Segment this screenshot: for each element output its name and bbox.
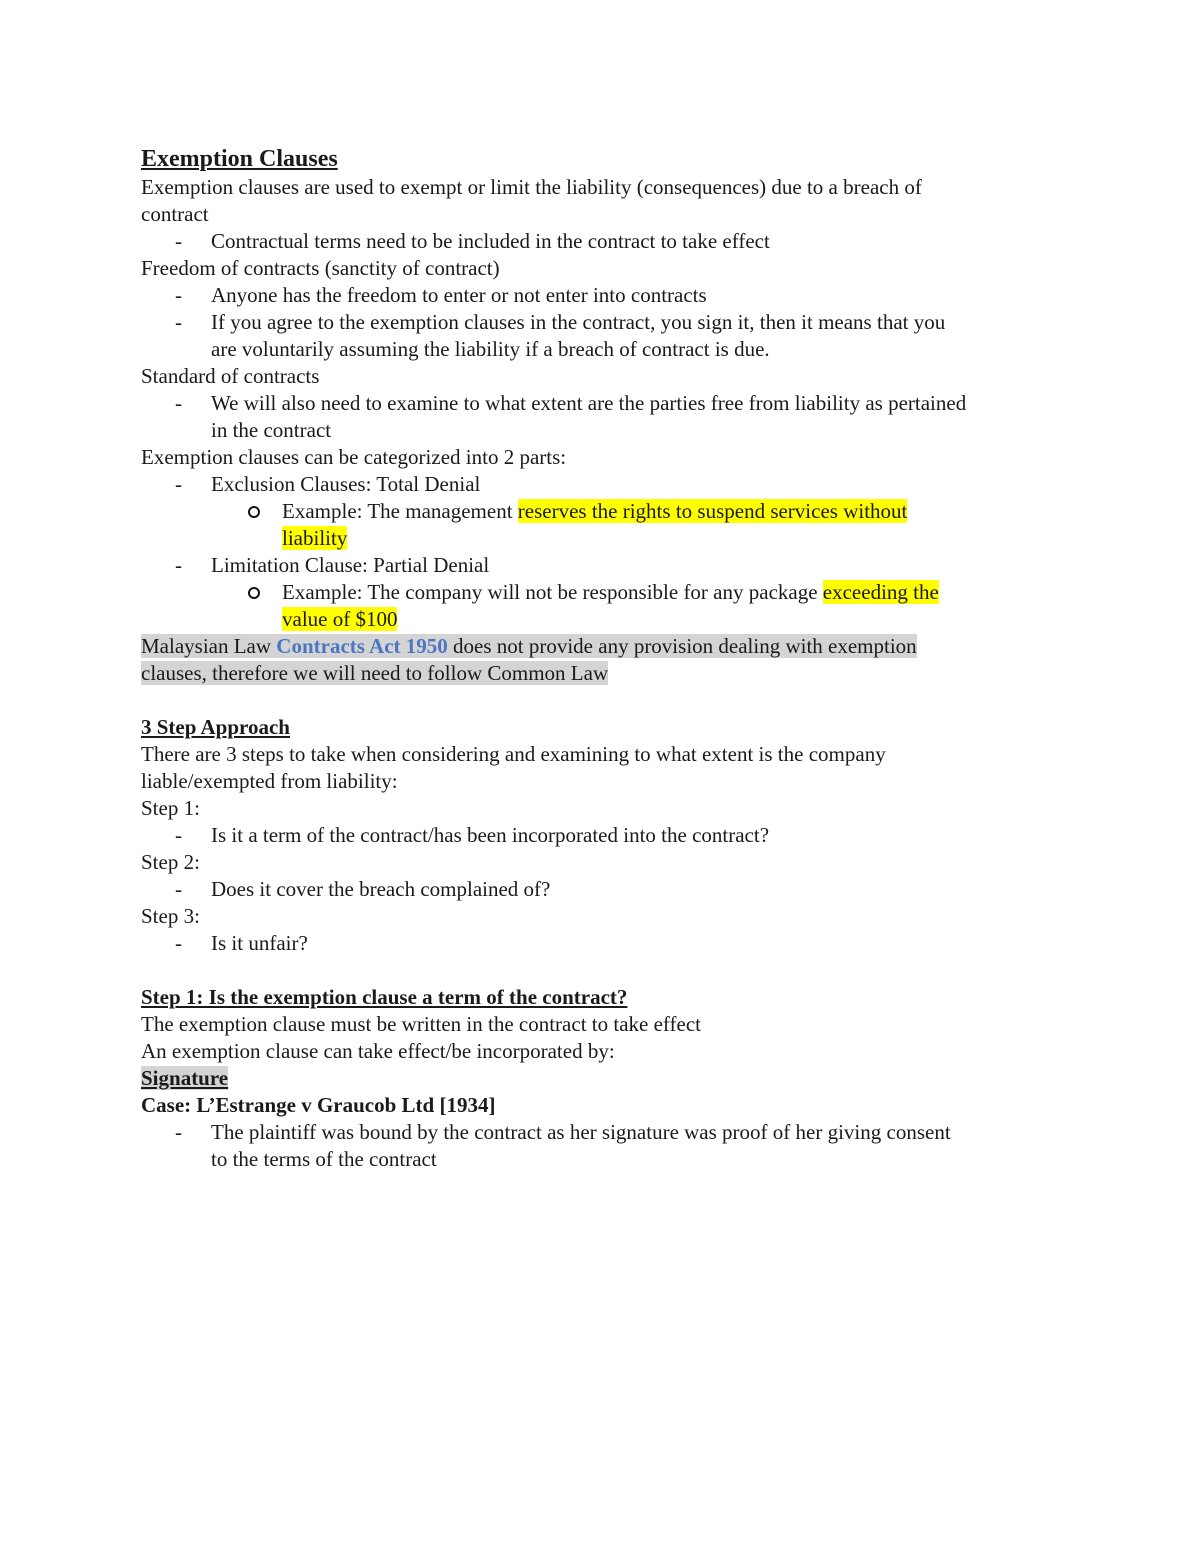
bullet-text: Limitation Clause: Partial Denial: [211, 553, 490, 577]
freedom-heading: Freedom of contracts (sanctity of contract): [141, 256, 500, 280]
highlighted-text: [141, 634, 917, 658]
bullet-item: [141, 471, 1076, 498]
dash-bullet-icon: -: [175, 310, 182, 334]
highlighted-text: clauses, therefore we will need to follow Common Law: [141, 661, 609, 685]
circle-bullet-icon: [248, 587, 260, 599]
highlighted-text: exceeding the: [822, 580, 939, 604]
bullet-continuation: are voluntarily assuming the liability if a breach of contract is due.: [211, 337, 770, 361]
bullet-text: Is it unfair?: [211, 931, 308, 955]
bullet-item: [141, 228, 1076, 255]
signature-heading-row: [141, 1065, 1076, 1092]
malaysian-law-line-1: [141, 633, 1076, 660]
bullet-item: [141, 822, 1076, 849]
bullet-text: Exclusion Clauses: Total Denial: [211, 472, 481, 496]
bullet-text: We will also need to examine to what extent are the parties free from liability as pertained: [211, 391, 967, 415]
bullet-text: Does it cover the breach complained of?: [211, 877, 551, 901]
bullet-item: [141, 876, 1076, 903]
bullet-item: [141, 309, 1076, 336]
sub-bullet-item: [141, 579, 1076, 606]
bullet-item: [141, 282, 1076, 309]
bullet-text: Anyone has the freedom to enter or not enter into contracts: [211, 283, 707, 307]
dash-bullet-icon: -: [175, 391, 182, 415]
bullet-continuation: to the terms of the contract: [211, 1147, 437, 1171]
dash-bullet-icon: -: [175, 472, 182, 496]
malaysian-suffix: does not provide any provision dealing with exemption: [447, 634, 917, 658]
step1-line-1: The exemption clause must be written in the contract to take effect: [141, 1012, 701, 1036]
spacer: [141, 687, 1076, 714]
bullet-item: [141, 552, 1076, 579]
bullet-text: Contractual terms need to be included in the contract to take effect: [211, 229, 770, 253]
intro-line-2: contract: [141, 202, 209, 226]
categories-heading: Exemption clauses can be categorized into 2 parts:: [141, 445, 567, 469]
step-label: Step 1:: [141, 796, 200, 820]
dash-bullet-icon: -: [175, 1120, 182, 1144]
sub-bullet-continuation: [141, 525, 1076, 552]
standard-heading: Standard of contracts: [141, 364, 320, 388]
bullet-text: The plaintiff was bound by the contract as her signature was proof of her giving consent: [211, 1120, 951, 1144]
page-title: Exemption Clauses: [141, 146, 338, 172]
highlighted-text: liability: [282, 526, 348, 550]
example-prefix: Example: The company will not be responsible for any package: [282, 580, 823, 604]
intro-line-1: Exemption clauses are used to exempt or limit the liability (consequences) due to a breach of: [141, 175, 922, 199]
dash-bullet-icon: -: [175, 283, 182, 307]
malaysian-law-line-2: [141, 660, 1076, 687]
approach-line-1: There are 3 steps to take when considering and examining to what extent is the company: [141, 742, 886, 766]
bullet-item: [141, 1119, 1076, 1146]
bullet-item: [141, 390, 1076, 417]
sub-bullet-continuation: [141, 606, 1076, 633]
bullet-text: Is it a term of the contract/has been incorporated into the contract?: [211, 823, 770, 847]
bullet-item: [141, 930, 1076, 957]
spacer: [141, 957, 1076, 984]
bullet-text: If you agree to the exemption clauses in the contract, you sign it, then it means that you: [211, 310, 946, 334]
circle-bullet-icon: [248, 506, 260, 518]
document-page: [141, 144, 1076, 1173]
sub-bullet-item: [141, 498, 1076, 525]
case-title: Case: L’Estrange v Graucob Ltd [1934]: [141, 1093, 496, 1117]
section-heading: Step 1: Is the exemption clause a term of the contract?: [141, 985, 628, 1009]
step-label: Step 2:: [141, 850, 200, 874]
dash-bullet-icon: -: [175, 931, 182, 955]
example-prefix: Example: The management: [282, 499, 518, 523]
dash-bullet-icon: -: [175, 823, 182, 847]
highlighted-text: reserves the rights to suspend services without: [517, 499, 908, 523]
step-label: Step 3:: [141, 904, 200, 928]
signature-heading: Signature: [141, 1066, 229, 1090]
dash-bullet-icon: -: [175, 229, 182, 253]
highlighted-text: value of $100: [282, 607, 398, 631]
approach-line-2: liable/exempted from liability:: [141, 769, 398, 793]
bullet-continuation: in the contract: [211, 418, 332, 442]
section-heading: 3 Step Approach: [141, 715, 290, 739]
step1-line-2: An exemption clause can take effect/be incorporated by:: [141, 1039, 615, 1063]
dash-bullet-icon: -: [175, 553, 182, 577]
malaysian-prefix: Malaysian Law: [141, 634, 277, 658]
dash-bullet-icon: -: [175, 877, 182, 901]
contracts-act-link[interactable]: Contracts Act 1950: [276, 634, 448, 658]
